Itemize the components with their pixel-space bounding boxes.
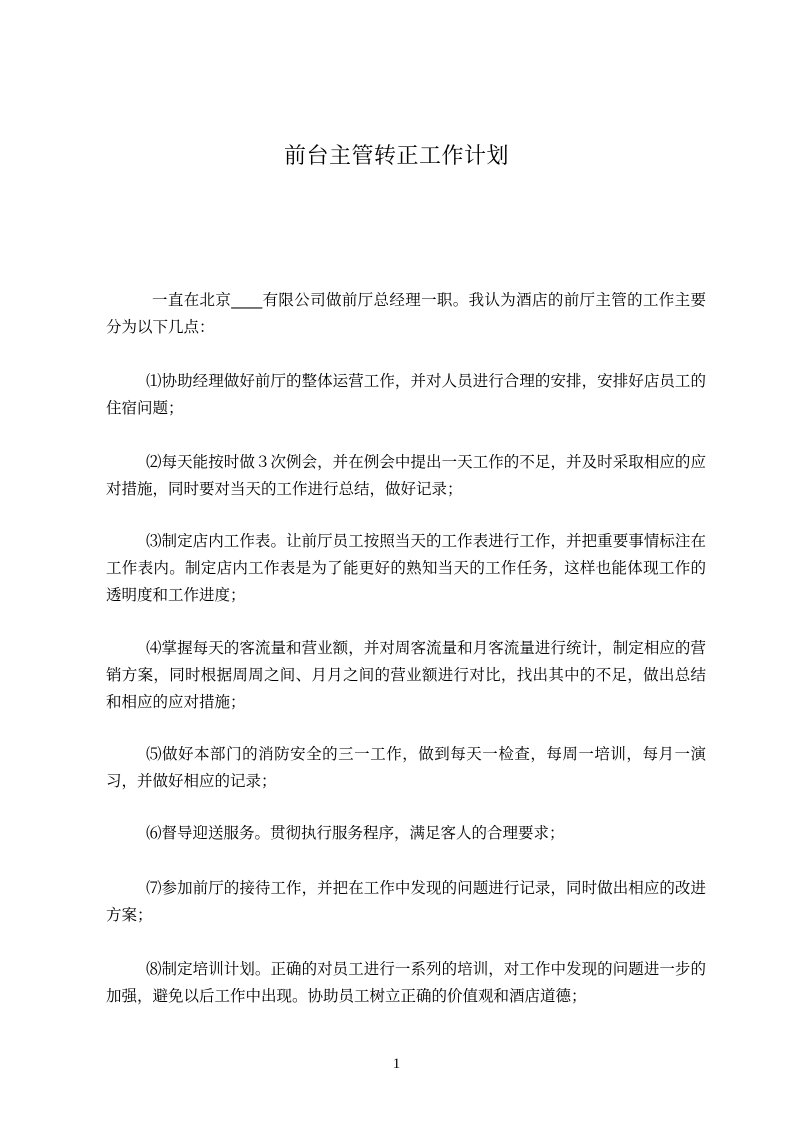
- list-item-paragraph: ⑷掌握每天的客流量和营业额，并对周客流量和月客流量进行统计，制定相应的营销方案，同时根据周周之间、月月之间的营业额进行对比，找出其中的不足，做出总结和相应的应对措施；: [106, 639, 706, 711]
- list-item-paragraph: ⑹督导迎送服务。贯彻执行服务程序，满足客人的合理要求；: [146, 824, 565, 842]
- list-item-paragraph: ⑵每天能按时做３次例会，并在例会中提出一天工作的不足，并及时采取相应的应对措施，同时要对当天的工作进行总结，做好记录；: [106, 453, 706, 498]
- page-number: 1: [392, 1056, 401, 1072]
- document-title: 前台主管转正工作计划: [283, 144, 509, 169]
- list-item-paragraph: ⑺参加前厅的接待工作，并把在工作中发现的问题进行记录，同时做出相应的改进方案；: [106, 879, 706, 924]
- list-item-paragraph: ⑸做好本部门的消防安全的三一工作，做到每天一检查，每周一培训，每月一演习，并做好相应的记录；: [106, 745, 706, 790]
- intro-paragraph: 一直在北京____有限公司做前厅总经理一职。我认为酒店的前厅主管的工作主要分为以下几点：: [106, 291, 706, 336]
- list-item-paragraph: ⑴协助经理做好前厅的整体运营工作，并对人员进行合理的安排，安排好店员工的住宿问题；: [106, 372, 706, 417]
- list-item-paragraph: ⑶制定店内工作表。让前厅员工按照当天的工作表进行工作，并把重要事情标注在工作表内。制定店内工作表是为了能更好的熟知当天的工作任务，这样也能体现工作的透明度和工作进度；: [106, 532, 706, 604]
- list-item-paragraph: ⑻制定培训计划。正确的对员工进行一系列的培训，对工作中发现的问题进一步的加强，避免以后工作中出现。协助员工树立正确的价值观和酒店道德；: [106, 960, 706, 1005]
